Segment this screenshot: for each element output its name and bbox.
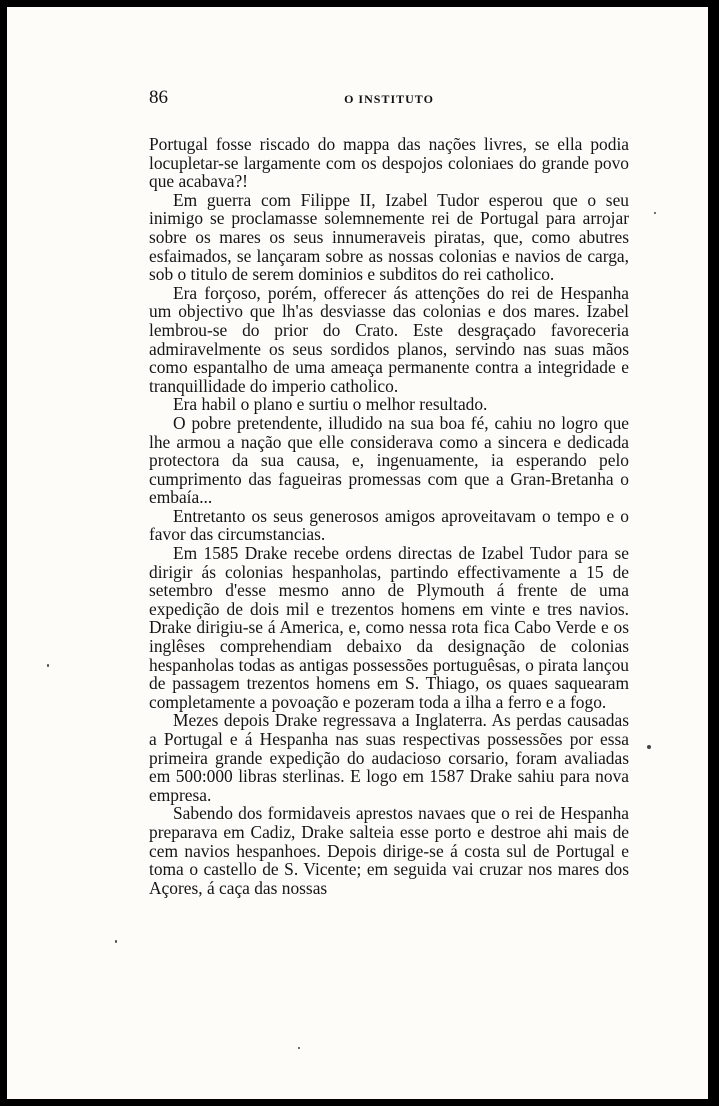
paragraph: Portugal fosse riscado do mappa das nações livres, se ella podia locupletar-se largamente com os despojos coloniaes do grande povo que acabava?! bbox=[149, 134, 629, 192]
scanned-page bbox=[7, 7, 708, 1099]
page-number: 86 bbox=[149, 87, 168, 108]
paragraph: Era forçoso, porém, offerecer ás attenções do rei de Hespanha um objectivo que lh'as desviasse das colonias e dos mares. Izabel lembrou-se do prior do Crato. Este desgraçado favoreceria admiravelmente os seus sordidos planos, servindo nas suas mãos como espantalho de uma ameaça permanente contra a integridade e tranquillidade do imperio catholico. bbox=[149, 282, 629, 396]
scan-speck bbox=[298, 1047, 300, 1049]
scan-speck bbox=[647, 745, 651, 749]
running-title: O INSTITUTO bbox=[344, 92, 434, 106]
scan-speck bbox=[654, 212, 656, 214]
paragraph: Em guerra com Filippe II, Izabel Tudor esperou que o seu inimigo se proclamasse solemnemente rei de Portugal para arrojar sobre os mares os seus innumeraveis piratas, que, como abutres esfaimados, se lançaram sobre as nossas colonias e navios de carga, sob o titulo de serem dominios e subditos do rei catholico. bbox=[149, 189, 629, 285]
scan-speck bbox=[115, 940, 117, 943]
paragraph: O pobre pretendente, illudido na sua boa fé, cahiu no logro que lhe armou a nação que elle considerava como a sincera e dedicada protectora da sua causa, e, ingenuamente, ia esperando pelo cumprimento das fagueiras promessas com que a Gran-Bretanha o embaía... bbox=[149, 412, 629, 508]
page-header bbox=[149, 87, 629, 111]
paragraph: Em 1585 Drake recebe ordens directas de Izabel Tudor para se dirigir ás colonias hespanholas, partindo effectivamente a 15 de setembro d'esse mesmo anno de Plymouth á frente de uma expedição de dois mil e trezentos homens em vinte e tres navios. Drake dirigiu-se á America, e, como nessa rota fica Cabo Verde e os inglêses comprehendiam debaixo da designação de colonias hespanholas todas as antigas possessões portuguêsas, o pirata lançou de passagem trezentos homens em S. Thiago, os quaes saquearam completamente a povoação e pozeram toda a ilha a ferro e a fogo. bbox=[149, 543, 629, 712]
scan-speck bbox=[47, 664, 49, 667]
body-text bbox=[149, 135, 629, 897]
paragraph: Entretanto os seus generosos amigos aproveitavam o tempo e o favor das circumstancias. bbox=[149, 505, 629, 545]
paragraph: Era habil o plano e surtiu o melhor resultado. bbox=[173, 394, 488, 415]
paragraph: Mezes depois Drake regressava a Inglaterra. As perdas causadas a Portugal e á Hespanha nas suas respectivas possessões por essa primeira grande expedição do audacioso corsario, foram avaliadas em 500:000 libras sterlinas. E logo em 1587 Drake sahiu para nova empresa. bbox=[149, 710, 629, 805]
paragraph: Sabendo dos formidaveis aprestos navaes que o rei de Hespanha preparava em Cadiz, Drake salteia esse porto e destroe ahi mais de cem navios hespanhoes. Depois dirige-se á costa sul de Portugal e toma o castello de S. Vicente; em seguida vai cruzar nos mares dos Açores, á caça das nossas bbox=[149, 803, 629, 898]
